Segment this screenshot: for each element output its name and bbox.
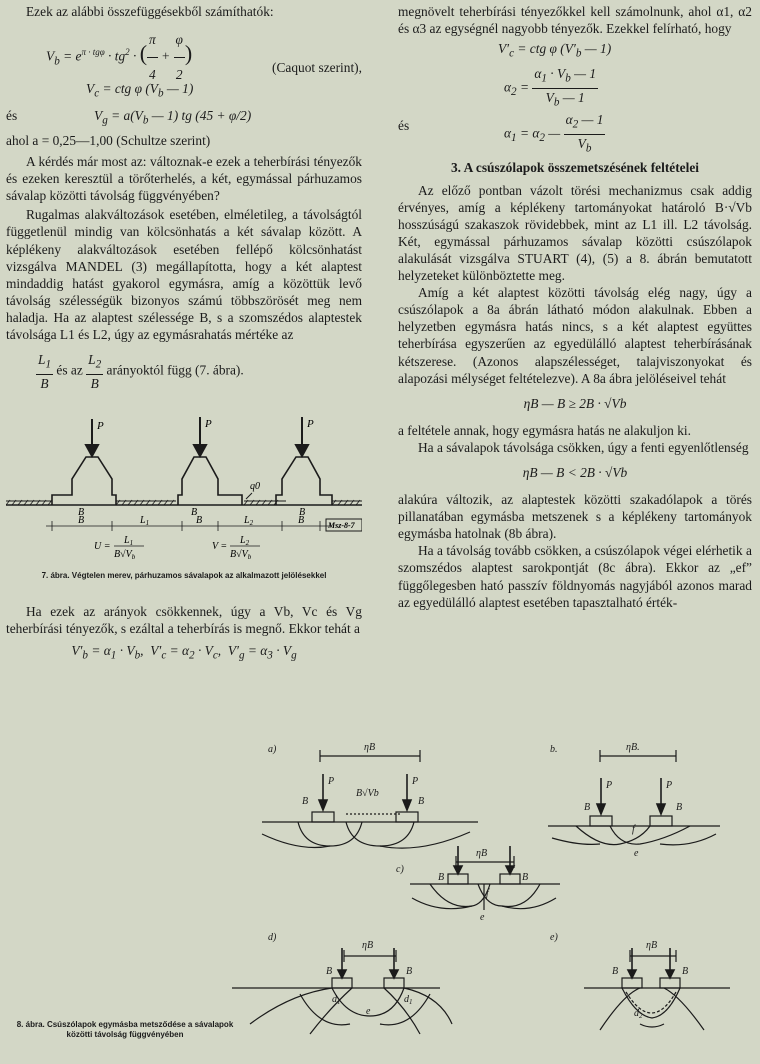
fig8-f-b: f: [632, 824, 635, 835]
fig7-l1: $L_1$: [140, 515, 150, 528]
es-label-right: és: [398, 118, 410, 134]
paragraph-decrease: Ha a sávalapok távolsága csökken, úgy a fenti egyenlőtlenség: [418, 439, 749, 455]
fig8-p-b2: P: [666, 780, 673, 791]
fig8-e-c: e: [480, 912, 485, 923]
paragraph-continued: megnövelt teherbírási tényezőkkel kell számolnunk, ahol α1, α2 és α3 az egységnél nagyobb tényezők. Ezekkel felírható, hogy: [398, 4, 752, 37]
fig8-label-b: b.: [550, 744, 558, 755]
fig8-b-a1: B: [302, 796, 309, 807]
fig7-b3: B: [299, 507, 306, 519]
fig8-label-a: a): [268, 744, 277, 755]
fig7-b5: B: [196, 515, 203, 527]
fig8-label-d: d): [268, 932, 277, 943]
fig7-b2: B: [191, 507, 198, 519]
fig8-etab-e: ηB: [646, 940, 658, 951]
fig8-b-c2: B: [522, 872, 529, 883]
equation-alpha1-row: [398, 111, 752, 155]
fig7-p3: P: [307, 418, 314, 431]
fig8-f-c: f: [486, 888, 489, 899]
fig8-etab-a: ηB: [364, 742, 376, 753]
figure-7: [6, 409, 362, 569]
fig7-b6: B: [298, 515, 305, 527]
ratio-line: $\frac{L_1}{B}$ és az $\frac{L_2}{B}$ arányoktól függ (7. ábra).: [38, 352, 244, 391]
fig8-d1-right: $d_1$: [404, 994, 413, 1006]
fig8-b-d2: B: [406, 966, 413, 977]
fig7-q0: q0: [250, 481, 260, 493]
equation-vg-row: [6, 107, 362, 126]
equation-alpha: $V'_b = \alpha_1 \cdot V_b$, $V'_c = \alpha_2 \cdot V_c$, $V'_g = \alpha_3 \cdot V_g$: [71, 643, 297, 662]
ratio-tail: arányoktól függ (7. ábra).: [106, 362, 244, 378]
footing-3: [276, 457, 332, 505]
equation-vc: $V_c$ = ctg φ ($V_b$ — 1): [86, 81, 194, 100]
fig8-label-e: e): [550, 932, 558, 943]
fig8-b-e2: B: [682, 966, 689, 977]
fig7-b4: B: [78, 515, 85, 527]
paragraph-question: A kérdés már most az: változnak-e ezek a teherbírási tényezők és ezeken keresztül a törőterhelés, a két, egymással párhuzamos sávalap közötti távolság függvényében?: [6, 154, 362, 204]
equation-vg: $V_g = a(V_b$ — 1) tg (45 + φ/2): [94, 107, 252, 127]
fig7-v: V =: [212, 541, 228, 553]
fig8-b-b1: B: [584, 802, 591, 813]
fig8-p-a1: P: [328, 776, 335, 787]
fig8-d1-left: $d_1$: [332, 994, 341, 1006]
intro-text: Ezek az alábbi összefüggésekből számíthatók:: [26, 4, 274, 19]
fig7-v-den: $B√V_b$: [230, 549, 252, 562]
fig7-v-num: $L_2$: [240, 535, 250, 548]
ahol-line: ahol a = 0,25—1,00 (Schultze szerint): [6, 132, 211, 148]
inequality-2: ηB — B < 2B · √Vb: [522, 464, 628, 480]
fig8-b-b2: B: [676, 802, 683, 813]
fig7-u-den: $B√V_b$: [114, 549, 136, 562]
section-3-title: 3. A csúszólapok összemetszésének feltételei: [450, 160, 700, 176]
equation-alpha2: $\alpha_2$ = $\frac{\alpha_1 \cdot V_b — 1}{V_b — 1}$: [504, 65, 597, 109]
paragraph-mandel: Rugalmas alakváltozások esetében, elméletileg, a távolságtól függetlenül mindig van kölcsönhatás a két sávalap között. A képlékeny alakváltozások esetében fellépő kölcsönhatást vizsgálva MANDEL (3) megállapította, hogy a két alaptest mindaddig hatást gyakorol egymásra, amíg a közöttük levő távolság szélességük bizonyos számú többszörösét meg nem haladja. Ha az alaptest szélessége B, s a szomszédos alaptestek távolsága L1 és L2, úgy az egymásrahatás mértéke az: [6, 207, 362, 342]
fig8-etab-d: ηB: [362, 940, 374, 951]
right-column: [398, 0, 752, 611]
fig7-u: U =: [94, 541, 111, 553]
fig8-label-c: c): [396, 864, 404, 875]
fig8-b-c1: B: [438, 872, 445, 883]
fig8-etab-b: ηB.: [626, 742, 640, 753]
fig8-b-a2: B: [418, 796, 425, 807]
footing-2: [178, 457, 242, 505]
fig7-ref: Msz-8-7: [328, 521, 355, 531]
inequality-1: ηB — B ≥ 2B · √Vb: [523, 395, 627, 411]
caquot-note: (Caquot szerint),: [272, 60, 362, 76]
paragraph-intersect: alakúra változik, az alaptestek közötti szakadólapok a törés pillanatában egymásba metszenek s a képlékeny tartományok egymásba hatolnak (8b ábra).: [398, 492, 752, 542]
equation-alpha1: $\alpha_1 = \alpha_2$ — $\frac{\alpha_2 — 1}{V_b}$: [504, 112, 604, 155]
footing-1: [52, 457, 116, 505]
left-column: [6, 0, 362, 667]
fig8-d2: $d_2$: [634, 1008, 643, 1020]
ratio-and: és az: [56, 362, 83, 378]
paragraph-condition: a feltétele annak, hogy egymásra hatás ne alakuljon ki.: [398, 422, 691, 438]
fig8-etab-c: ηB: [476, 848, 488, 859]
paragraph-corner: Ha a távolság tovább csökken, a csúszólapok végei elérhetik a szomszédos alaptest sarokpontját (8c ábra). Ekkor az „ef” függőlegesben ható passzív földnyomás nagyjából azonos marad az egyedülálló alaptest esetében tapasztalható érték-: [398, 543, 752, 610]
fig8-p-b1: P: [606, 780, 613, 791]
fig8-caption: 8. ábra. Csúszólapok egymásba metsződése a sávalapok közötti távolság függvényében: [16, 1020, 234, 1039]
fig7-p1: P: [97, 420, 104, 433]
paragraph-distance: Amíg a két alaptest közötti távolság elég nagy, úgy a csúszólapok a 8a ábrán látható módon alakulnak. Ebben a helyzetben egymásra hatás nincs, s a két alaptest együttes teherbírása egyszerűen az egyedülálló alaptest teherbírásának kétszerese. (Azonos alapszélességet, talajviszonyokat és alapozási mélységet feltételezve). A 8a ábra jelöléseivel tehát: [398, 285, 752, 386]
es-label: és: [6, 107, 18, 123]
fig8-b-d1: B: [326, 966, 333, 977]
paragraph-ratios: Ha ezek az arányok csökkennek, úgy a Vb, Vc és Vg teherbírási tényezők, s ezáltal a teherbírás is megnő. Ekkor tehát a: [6, 604, 362, 637]
fig8-p-a2: P: [412, 776, 419, 787]
fig8-e-b: e: [634, 848, 639, 859]
equation-vb: $V_b = e^{\pi \cdot tg\varphi} \cdot tg^2$ · ( $\frac{\pi}{4}$ + $\frac{\varphi}{2}$ ): [46, 23, 362, 57]
fig8-b-e1: B: [612, 966, 619, 977]
fig8-e-d: e: [366, 1006, 371, 1017]
equation-vc-prime: $V'_c$ = ctg φ ($V'_b$ — 1): [498, 41, 612, 60]
paragraph-mechanism: Az előző pontban vázolt törési mechanizmus csak addig érvényes, amíg a képlékeny tartományokat határoló B·√Vb hosszúságú szakaszok rövidebbek, mint az L1 ill. L2 távolság. Két, egymással párhuzamos sávalap közötti csúszólapok alakulását vizsgálva STUART (4), (5) a 8. ábrán bemutatott helyzeteket különböztette meg.: [398, 182, 752, 284]
fig7-b1: B: [78, 507, 85, 519]
fig7-p2: P: [205, 418, 212, 431]
fig7-u-num: $L_1$: [124, 535, 134, 548]
fig7-caption: 7. ábra. Végtelen merev, párhuzamos sávalapok az alkalmazott jelölésekkel: [41, 571, 327, 581]
figure-8: [0, 734, 760, 1064]
fig8-bvb: B√Vb: [356, 788, 379, 799]
fig7-l2: $L_2$: [244, 515, 254, 528]
